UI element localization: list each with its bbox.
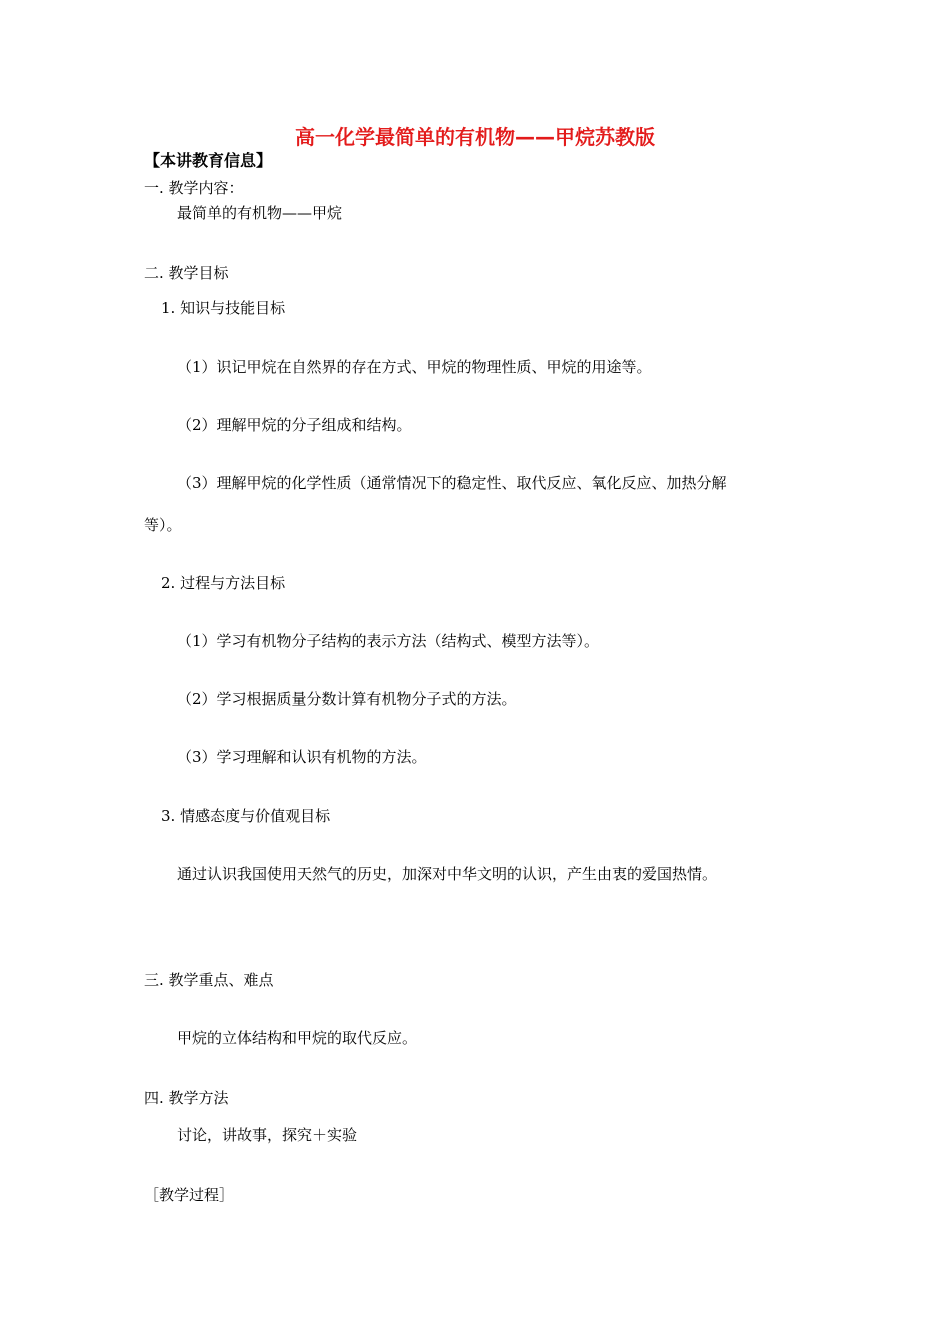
subsection-2-2-heading: 2. 过程与方法目标 <box>161 574 286 592</box>
objective-item: （2）学习根据质量分数计算有机物分子式的方法。 <box>177 690 517 708</box>
objective-item-continuation: 等）。 <box>144 516 182 534</box>
subsection-2-3-heading: 3. 情感态度与价值观目标 <box>161 807 331 825</box>
section-3-heading: 三. 教学重点、难点 <box>144 971 274 989</box>
objective-item: （1）学习有机物分子结构的表示方法（结构式、模型方法等）。 <box>177 632 600 650</box>
info-banner: 【本讲教育信息】 <box>144 151 273 170</box>
section-4-content: 讨论，讲故事，探究＋实验 <box>177 1126 358 1144</box>
section-4-heading: 四. 教学方法 <box>144 1089 229 1107</box>
objective-item: （3）学习理解和认识有机物的方法。 <box>177 748 427 766</box>
section-1-heading: 一. 教学内容： <box>144 179 244 197</box>
objective-item: （1）识记甲烷在自然界的存在方式、甲烷的物理性质、甲烷的用途等。 <box>177 358 652 376</box>
objective-item: （2）理解甲烷的分子组成和结构。 <box>177 416 412 434</box>
section-1-content: 最简单的有机物——甲烷 <box>177 204 343 222</box>
document-title: 高一化学最简单的有机物——甲烷苏教版 <box>295 125 655 149</box>
subsection-2-1-heading: 1. 知识与技能目标 <box>161 299 286 317</box>
section-3-content: 甲烷的立体结构和甲烷的取代反应。 <box>177 1029 418 1047</box>
objective-content: 通过认识我国使用天然气的历史，加深对中华文明的认识，产生由衷的爱国热情。 <box>177 865 718 883</box>
section-2-heading: 二. 教学目标 <box>144 264 229 282</box>
process-heading: ［教学过程］ <box>144 1186 235 1204</box>
objective-item: （3）理解甲烷的化学性质（通常情况下的稳定性、取代反应、氧化反应、加热分解 <box>177 474 727 492</box>
